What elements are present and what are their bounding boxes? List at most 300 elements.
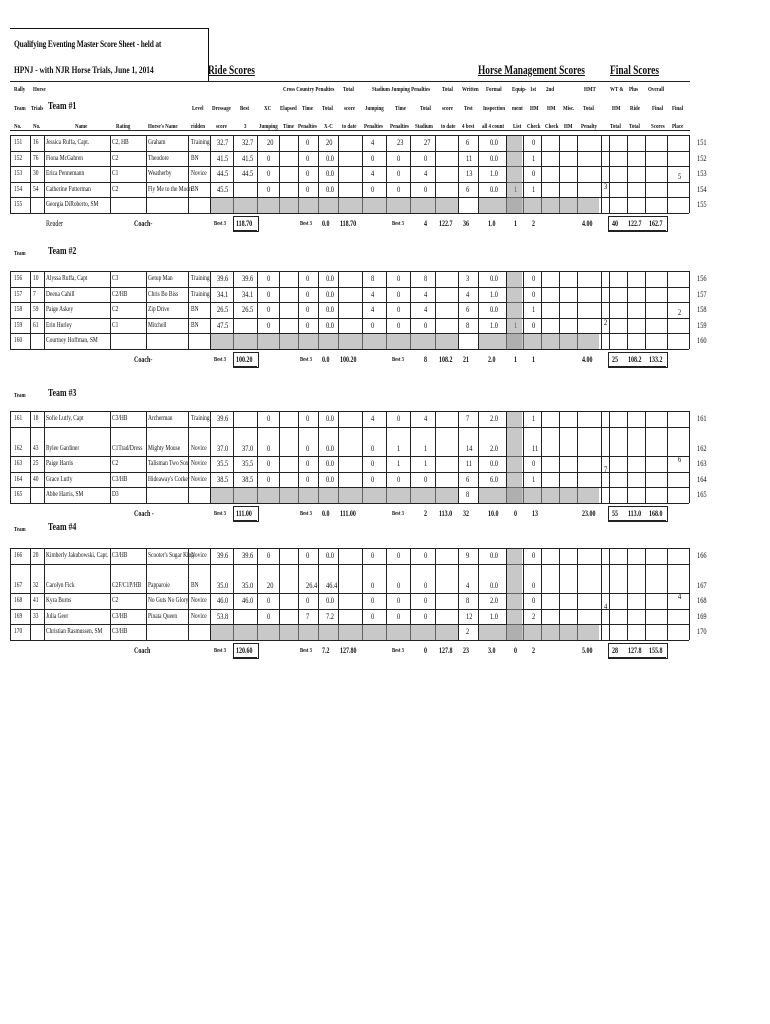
ride-total: 122.7 (628, 218, 642, 228)
cell-rating: C2F/C1P/HB (112, 581, 142, 589)
hdr-sj-jumping: Jumping (365, 105, 384, 112)
cell-xc-pen: 0 (306, 273, 310, 283)
hdr-check1: Check (527, 123, 541, 130)
team-label: Team (14, 250, 26, 257)
total-to-date: 118.70 (340, 218, 357, 228)
cell-level: Novice (191, 475, 207, 483)
column-rule (44, 135, 45, 213)
xc-best3-label: Best 3 (300, 647, 312, 654)
cell-formal: 1.0 (490, 319, 498, 330)
sj-best3-label: Best 3 (392, 220, 404, 227)
cell-right-no: 166 (697, 550, 707, 560)
cell-sj-jump: 0 (371, 579, 375, 590)
column-rule (146, 135, 147, 213)
hdr-inspection: Inspection (483, 105, 506, 112)
cell-written: 11 (466, 152, 473, 163)
overall-total: 155.8 (649, 645, 663, 655)
wt-total: 55 (612, 508, 618, 518)
wt-total: 25 (612, 354, 618, 364)
cell-xc-jump: 0 (267, 168, 271, 178)
cell-name: Catherine Futterman (46, 185, 91, 193)
cell-sj-jump: 0 (371, 473, 375, 484)
cell-sj-time: 0 (397, 152, 401, 163)
column-rule (30, 548, 31, 640)
cell-horse-no: 7 (33, 290, 36, 298)
cell-horse: Hideaway's Corker (148, 475, 190, 483)
summary-box (233, 643, 259, 659)
sj-best3-label: Best 3 (392, 647, 404, 654)
cell-right-no: 153 (697, 168, 707, 178)
cell-formal: 1.0 (490, 288, 498, 299)
hdr-sj-penalties: Stadium Jumping Penalties (372, 86, 431, 93)
column-rule (689, 271, 690, 349)
column-rule (667, 271, 668, 349)
sm-row-shade-hm (479, 334, 599, 349)
cell-xc-pen: 0 (306, 288, 310, 299)
row-rule (10, 287, 689, 288)
cell-rating: C2 (112, 306, 119, 313)
cell-sj-time: 0 (397, 304, 401, 314)
equip-total: 1 (514, 218, 517, 228)
cell-sj-jump: 0 (371, 319, 375, 330)
ride-best3-label: Best 3 (214, 647, 226, 654)
cell-written: 8 (466, 595, 470, 605)
cell-name: Kimberly Jakubowski, Capt. (46, 552, 109, 559)
cell-formal: 2.0 (490, 595, 498, 605)
hmt-total: 4.00 (582, 354, 593, 364)
cell-xc-jump: 0 (267, 595, 271, 605)
cell-name: Deena Cahill (46, 290, 75, 298)
hdr-final: Final (652, 105, 664, 112)
cell-sj-jump: 0 (371, 458, 375, 468)
row-rule (10, 593, 689, 594)
equip-total: 0 (514, 645, 517, 655)
hdr-elapsed: Elapsed (280, 105, 297, 112)
cell-name: Julia Geer (46, 612, 69, 620)
column-rule (601, 135, 602, 213)
cell-best3: 41.5 (242, 152, 254, 163)
cell-xc-pen: 0 (306, 183, 310, 194)
column-rule (667, 135, 668, 213)
section-final-scores: Final Scores (610, 62, 659, 77)
column-rule (10, 411, 11, 503)
written-total: 36 (463, 218, 469, 228)
overall-total: 162.7 (649, 218, 663, 228)
hdr-total2: Total (442, 86, 453, 93)
cell-no: 161 (14, 415, 23, 422)
ride-best3-value: 118.70 (236, 218, 253, 228)
cell-horse-no: 33 (33, 612, 39, 620)
cell-name: Erin Hurley (46, 321, 72, 329)
cell-name: Abbe Harris, SM (46, 491, 84, 498)
column-rule (188, 411, 189, 503)
row-rule (10, 166, 689, 167)
cell-xc-total: 0.0 (326, 183, 334, 194)
cell-horse: Chris Bo Biss (148, 290, 179, 298)
cell-sj-jump: 0 (371, 183, 375, 194)
ride-best3-label: Best 3 (214, 356, 226, 363)
summary-box (608, 643, 668, 659)
total-score-to-date: 127.8 (439, 645, 453, 655)
cell-xc-total: 0.0 (326, 152, 334, 163)
xc-best3-value: 0.0 (322, 218, 330, 228)
column-rule (30, 135, 31, 213)
cell-right-no: 154 (697, 183, 707, 194)
cell-sj-total: 0 (424, 595, 428, 605)
hdr-hmt-total: Total (583, 105, 594, 112)
column-rule (110, 135, 111, 213)
cell-horse-no: 43 (33, 444, 39, 452)
cell-level: Training (191, 139, 210, 146)
coach-label: Coach (134, 645, 151, 655)
cell-written: 6 (466, 304, 470, 314)
cell-sj-time: 0 (397, 183, 401, 194)
cell-best3: 38.5 (242, 473, 254, 484)
cell-hm1: 0 (532, 288, 536, 299)
cell-xc-total: 20 (326, 137, 333, 147)
hdr-hm1: HM (530, 105, 539, 112)
hdr-ridden: ridden (191, 123, 206, 130)
row-rule (10, 151, 689, 152)
cell-xc-jump: 0 (267, 304, 271, 314)
hdr-second: 2nd (546, 86, 554, 93)
cell-horse-no: 16 (33, 139, 39, 146)
cell-written: 14 (466, 442, 473, 453)
cell-sj-total: 1 (424, 458, 428, 468)
cell-xc-pen: 0 (306, 137, 310, 147)
column-rule (44, 271, 45, 349)
column-rule (44, 411, 45, 503)
written-total: 23 (463, 645, 469, 655)
summary-box (608, 352, 668, 368)
hdr-time: Time (302, 105, 313, 112)
cell-right-no: 158 (697, 304, 707, 314)
cell-no: 157 (14, 290, 23, 298)
hdr-horses-name: Horse's Name (148, 123, 178, 130)
sm-row-shade-hm (479, 488, 599, 503)
cell-level: Novice (191, 552, 207, 559)
cell-right-no: 162 (697, 442, 707, 453)
cell-xc-jump: 0 (267, 273, 271, 283)
cell-no: 160 (14, 337, 23, 344)
column-rule (110, 411, 111, 503)
cell-right-no: 168 (697, 595, 707, 605)
cell-right-no: 157 (697, 288, 707, 299)
side-final: 4 (604, 600, 608, 611)
cell-formal: 0.0 (490, 152, 498, 163)
cell-no: 167 (14, 581, 23, 589)
hdr-three: 3 (244, 123, 247, 130)
cell-no: 154 (14, 185, 23, 193)
cell-right-no: 159 (697, 319, 707, 330)
hdr-dressage: Dressage (212, 105, 231, 112)
cell-written: 7 (466, 413, 470, 423)
cell-sj-time: 0 (397, 273, 401, 283)
column-rule (627, 548, 628, 640)
cell-sj-time: 0 (397, 610, 401, 621)
cell-hm1: 2 (532, 610, 536, 621)
sj-best3-value: 0 (424, 645, 427, 655)
cell-horse: Fly Me to the Moon (148, 185, 192, 193)
cell-hm1: 1 (532, 304, 536, 314)
cell-best3: 44.5 (242, 168, 254, 178)
hdr-best4: 4 best (462, 123, 475, 130)
column-rule (110, 271, 111, 349)
cell-level: BN (191, 581, 199, 589)
cell-horse: Theodore (148, 154, 169, 162)
coach-label: Coach- (134, 218, 153, 228)
cell-horse-no: 20 (33, 552, 39, 559)
cell-formal: 2.0 (490, 442, 498, 453)
cell-best3: 26.5 (242, 304, 254, 314)
wt-total: 40 (612, 218, 618, 228)
cell-horse-no: 76 (33, 154, 39, 162)
side-final: 3 (604, 180, 608, 191)
cell-right-no: 161 (697, 413, 707, 423)
cell-right-no: 167 (697, 579, 707, 590)
column-rule (645, 135, 646, 213)
hdr-ride: Ride (630, 105, 640, 112)
cell-no: 164 (14, 475, 23, 483)
cell-level: Novice (191, 612, 207, 620)
hdr-score3: score (442, 105, 453, 112)
cell-sj-jump: 0 (371, 595, 375, 605)
hdr-test: Test (464, 105, 473, 112)
cell-horse: Mitchell (148, 321, 167, 329)
cell-sj-total: 4 (424, 304, 428, 314)
cell-written: 2 (466, 626, 470, 636)
cell-xc-pen: 0 (306, 550, 310, 560)
cell-sj-total: 4 (424, 288, 428, 299)
hm1-total: 13 (532, 508, 538, 518)
cell-hm1: 0 (532, 550, 536, 560)
cell-xc-jump: 0 (267, 183, 271, 194)
cell-right-no: 156 (697, 273, 707, 283)
cell-dressage: 39.6 (217, 413, 229, 423)
cell-horse: Scooter's Sugar King (148, 552, 194, 559)
xc-best3-value: 7.2 (322, 645, 330, 655)
cell-hm1: 11 (532, 442, 539, 453)
column-rule (689, 411, 690, 503)
column-rule (458, 411, 459, 503)
side-place: 6 (678, 453, 682, 464)
cell-rating: C2 (112, 154, 119, 162)
cell-horse-no: 40 (33, 475, 39, 483)
cell-sj-jump: 0 (371, 610, 375, 621)
cell-dressage: 39.6 (217, 550, 229, 560)
column-rule (609, 135, 610, 213)
cell-xc-jump: 0 (267, 442, 271, 453)
cell-no: 168 (14, 597, 23, 604)
cell-sj-time: 0 (397, 579, 401, 590)
summary-box (233, 216, 259, 232)
hm1-total: 2 (532, 218, 535, 228)
cell-xc-jump: 0 (267, 413, 271, 423)
cell-hm1: 0 (532, 458, 536, 468)
written-total: 32 (463, 508, 469, 518)
overall-total: 133.2 (649, 354, 663, 364)
sj-best3-value: 2 (424, 508, 427, 518)
column-rule (627, 411, 628, 503)
sheet-title: Qualifying Eventing Master Score Sheet - held at (14, 40, 162, 50)
column-rule (10, 271, 11, 349)
hdr-total: Total (343, 86, 354, 93)
hdr-name: Name (75, 123, 88, 130)
cell-hm1: 1 (532, 183, 536, 194)
sm-row-shade (211, 625, 458, 640)
sm-row-shade (211, 488, 458, 503)
hdr-team: Team (14, 105, 26, 112)
cell-xc-total: 7.2 (326, 610, 334, 621)
sm-row-shade-hm (479, 625, 599, 640)
cell-name: Paige Harris (46, 460, 74, 467)
cell-xc-total: 0.0 (326, 595, 334, 605)
summary-box (233, 506, 259, 522)
column-rule (689, 548, 690, 640)
cell-no: 155 (14, 201, 23, 208)
cell-xc-pen: 26.4 (306, 579, 318, 590)
sj-best3-label: Best 3 (392, 356, 404, 363)
hdr-place: Place (672, 123, 684, 130)
cell-written: 6 (466, 137, 470, 147)
column-rule (110, 548, 111, 640)
cell-dressage: 45.5 (217, 183, 229, 194)
cell-xc-total: 0.0 (326, 319, 334, 330)
hdr-xc: XC (264, 105, 272, 112)
cell-no: 163 (14, 460, 23, 467)
cell-sj-time: 0 (397, 595, 401, 605)
cell-name: Georgia DiRoberto, SM (46, 201, 99, 208)
cell-horse-no: 41 (33, 597, 39, 604)
hdr-horse: Horse (33, 86, 46, 93)
hdr-misc: Misc. (563, 105, 575, 112)
hdr-equip: Equip- (512, 86, 527, 93)
cell-sj-jump: 4 (371, 137, 375, 147)
cell-horse-no: 61 (33, 321, 39, 329)
cell-rating: C3 (112, 275, 119, 282)
cell-rating: C2, HB (112, 139, 129, 146)
cell-rating: C3/HB (112, 612, 128, 620)
cell-no: 162 (14, 444, 23, 452)
cell-sj-jump: 0 (371, 550, 375, 560)
cell-xc-jump: 0 (267, 152, 271, 163)
cell-written: 8 (466, 489, 470, 499)
cell-dressage: 32.7 (217, 137, 229, 147)
side-final: 2 (604, 316, 608, 327)
cell-rating: C3/HB (112, 552, 128, 559)
cell-sj-time: 0 (397, 413, 401, 423)
cell-no: 156 (14, 275, 23, 282)
cell-level: BN (191, 306, 199, 313)
cell-horse: Mighty Mouse (148, 444, 181, 452)
cell-horse-no: 54 (33, 185, 39, 193)
cell-hm1: 0 (532, 579, 536, 590)
cell-sj-jump: 4 (371, 413, 375, 423)
ride-best3-value: 111.00 (236, 508, 252, 518)
cell-xc-total: 0.0 (326, 550, 334, 560)
cell-sj-jump: 4 (371, 168, 375, 178)
column-rule (146, 411, 147, 503)
cell-horse: Talisman Two Sox (148, 460, 189, 467)
hdr-plus: Plus (629, 86, 639, 93)
row-rule (10, 213, 689, 214)
cell-rating: C2 (112, 460, 119, 467)
row-rule (10, 640, 689, 641)
section-horse-management: Horse Management Scores (478, 62, 585, 77)
cell-formal: 0.0 (490, 273, 498, 283)
cell-dressage: 46.0 (217, 595, 229, 605)
cell-xc-jump: 0 (267, 610, 271, 621)
sj-best3-value: 8 (424, 354, 427, 364)
cell-rating: C2 (112, 597, 119, 604)
column-rule (188, 548, 189, 640)
cell-horse: Pinata Queen (148, 612, 178, 620)
cell-sj-total: 0 (424, 152, 428, 163)
formal-total: 2.0 (488, 354, 496, 364)
total-to-date: 111.00 (340, 508, 356, 518)
cell-hm1: 1 (532, 473, 536, 484)
hdr-check2: Check (545, 123, 559, 130)
formal-total: 1.0 (488, 218, 496, 228)
column-rule (146, 271, 147, 349)
cell-xc-total: 0.0 (326, 288, 334, 299)
hdr-formal: Formal (486, 86, 502, 93)
hdr-score: score (344, 105, 355, 112)
cell-name: Rylee Gardiner (46, 444, 80, 452)
total-score-to-date: 113.0 (439, 508, 453, 518)
side-place: 4 (678, 590, 682, 601)
equip-total: 1 (514, 354, 517, 364)
column-rule (146, 548, 147, 640)
cell-formal: 0.0 (490, 183, 498, 194)
cell-name: Christian Rasmussen, SM (46, 628, 103, 635)
column-rule (188, 135, 189, 213)
cell-xc-total: 0.0 (326, 413, 334, 423)
cell-hm1: 0 (532, 319, 536, 330)
sheet-subtitle: HPNJ - with NJR Horse Trials, June 1, 2014 (14, 66, 154, 76)
cell-xc-jump: 0 (267, 458, 271, 468)
cell-right-no: 155 (697, 199, 707, 209)
xc-best3-value: 0.0 (322, 354, 330, 364)
cell-formal: 0.0 (490, 458, 498, 468)
column-rule (645, 411, 646, 503)
hdr-sj-time: Time (395, 105, 406, 112)
hdr-dress-score: score (216, 123, 227, 130)
equip-total: 0 (514, 508, 517, 518)
wt-total: 28 (612, 645, 618, 655)
hdr-xc-jumping: Jumping (259, 123, 278, 130)
cell-sj-time: 0 (397, 288, 401, 299)
summary-box (233, 352, 259, 368)
cell-xc-total: 46.4 (326, 579, 338, 590)
cell-level: Novice (191, 597, 207, 604)
cell-horse: Papparoie (148, 581, 170, 589)
cell-rating: C3/HB (112, 415, 128, 422)
cell-xc-pen: 0 (306, 319, 310, 330)
column-rule (30, 271, 31, 349)
ride-total: 127.8 (628, 645, 642, 655)
column-rule (188, 271, 189, 349)
hdr-sj-stadium: Stadium (415, 123, 433, 130)
cell-written: 4 (466, 579, 470, 590)
cell-dressage: 35.0 (217, 579, 229, 590)
row-rule (10, 349, 689, 350)
cell-no: 158 (14, 306, 23, 313)
xc-best3-label: Best 3 (300, 220, 312, 227)
cell-formal: 0.0 (490, 304, 498, 314)
column-rule (609, 548, 610, 640)
hdr-time2: Time (283, 123, 294, 130)
